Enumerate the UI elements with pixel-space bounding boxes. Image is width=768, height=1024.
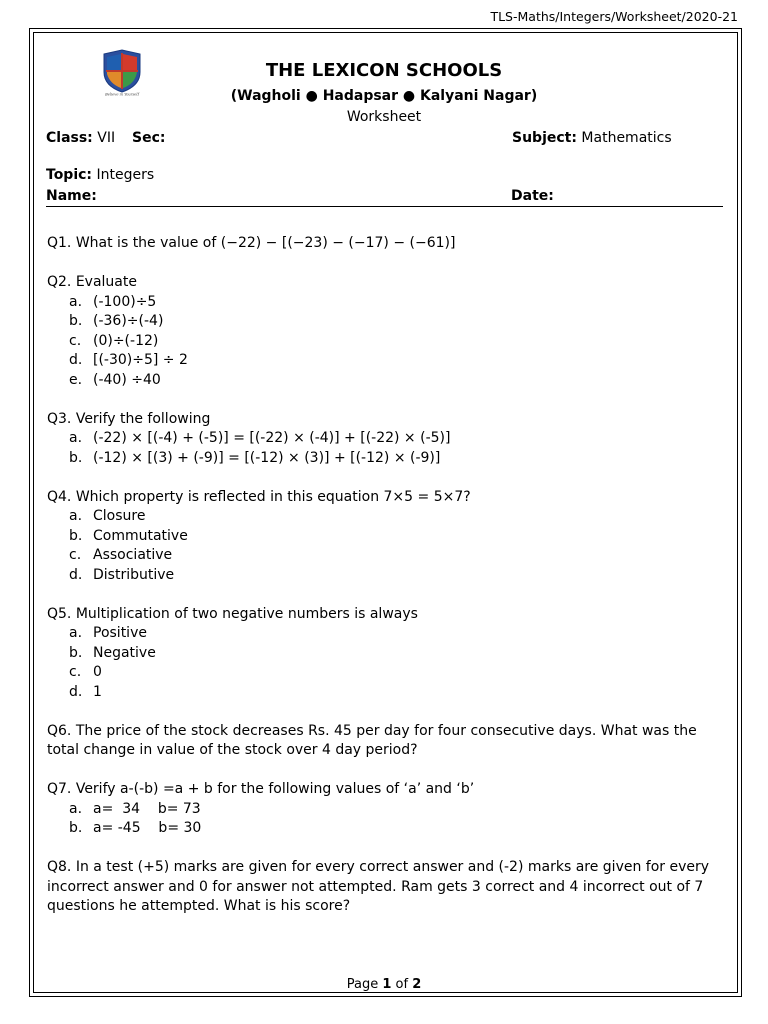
page-of: of	[391, 977, 413, 992]
logo-motto: Believe in Yourself	[105, 92, 139, 96]
subject-value: Mathematics	[581, 130, 672, 146]
option-item	[47, 819, 717, 839]
option-letter: a.	[69, 625, 83, 641]
class-value: VII	[97, 130, 116, 146]
question-5	[47, 605, 717, 703]
option-text: a= 34 b= 73	[93, 800, 201, 817]
option-text: 1	[93, 683, 102, 700]
option-list	[47, 429, 717, 468]
subject-label: Subject:	[512, 130, 577, 146]
option-list	[47, 624, 717, 702]
school-name: THE LEXICON SCHOOLS	[265, 60, 503, 81]
question-3	[47, 410, 717, 469]
option-item	[47, 644, 717, 664]
topic-label: Topic:	[46, 167, 93, 183]
page-total: 2	[412, 977, 422, 992]
date-label: Date:	[511, 188, 554, 204]
option-item	[47, 449, 717, 469]
date-field	[511, 188, 554, 204]
question-text: Q5. Multiplication of two negative numbers is always	[47, 605, 418, 622]
section-label: Sec:	[132, 130, 166, 146]
topic-field	[46, 167, 154, 183]
option-text: (-100)÷5	[93, 293, 157, 310]
question-6	[47, 722, 717, 761]
option-item	[47, 332, 717, 352]
question-list	[47, 234, 717, 936]
option-item	[47, 546, 717, 566]
option-text: Commutative	[93, 527, 188, 544]
question-1	[47, 234, 717, 254]
option-letter: b.	[69, 644, 83, 661]
name-label: Name:	[46, 188, 97, 204]
option-item	[47, 624, 717, 644]
option-list	[47, 293, 717, 391]
option-letter: b.	[69, 527, 83, 544]
option-list	[47, 800, 717, 839]
header-divider	[46, 206, 723, 207]
option-text: 0	[93, 664, 102, 680]
option-letter: a.	[69, 293, 83, 310]
option-letter: d.	[69, 683, 83, 700]
option-text: Distributive	[93, 566, 175, 583]
option-list	[47, 507, 717, 585]
option-item	[47, 351, 717, 371]
option-letter: b.	[69, 313, 83, 329]
question-2	[47, 273, 717, 390]
question-text: Q4. Which property is reflected in this equation 7×5 = 5×7?	[47, 488, 471, 505]
document-type: Worksheet	[346, 109, 422, 125]
page-prefix: Page	[346, 977, 383, 992]
option-letter: b.	[69, 449, 83, 466]
option-item	[47, 663, 717, 683]
section-field	[132, 130, 165, 146]
question-text: Q2. Evaluate	[47, 274, 137, 290]
question-7	[47, 780, 717, 839]
option-item	[47, 371, 717, 391]
subject-field	[512, 130, 672, 146]
option-text: a= -45 b= 30	[93, 820, 202, 836]
option-letter: b.	[69, 820, 83, 836]
question-text: Q6. The price of the stock decreases Rs. 45 per day for four consecutive days. What was the total change in value of the stock over 4 day period?	[47, 722, 697, 758]
option-letter: c.	[69, 664, 82, 680]
question-8	[47, 858, 717, 917]
page-footer	[0, 977, 768, 992]
question-4	[47, 488, 717, 586]
option-letter: d.	[69, 352, 83, 368]
school-branches: (Wagholi ● Hadapsar ● Kalyani Nagar)	[230, 88, 538, 104]
name-field	[46, 188, 97, 204]
document-reference: TLS-Maths/Integers/Worksheet/2020-21	[490, 9, 738, 24]
option-text: Closure	[93, 508, 146, 524]
question-text: Q3. Verify the following	[47, 410, 211, 427]
option-item	[47, 293, 717, 313]
option-text: Positive	[93, 625, 147, 641]
option-letter: c.	[69, 547, 82, 563]
option-text: (-12) × [(3) + (-9)] = [(-12) × (3)] + [(-12) × (-9)]	[93, 449, 441, 466]
option-letter: c.	[69, 332, 82, 349]
option-text: Negative	[93, 644, 156, 661]
option-item	[47, 312, 717, 332]
class-field	[46, 130, 115, 146]
option-letter: d.	[69, 566, 83, 583]
option-text: [(-30)÷5] ÷ 2	[93, 352, 188, 368]
question-text: Q1. What is the value of (−22) − [(−23) − (−17) − (−61)]	[47, 235, 456, 251]
option-text: (-36)÷(-4)	[93, 313, 164, 329]
class-label: Class:	[46, 130, 93, 146]
option-item	[47, 527, 717, 547]
option-text: (-40) ÷40	[93, 371, 161, 388]
page-current: 1	[382, 977, 392, 992]
option-letter: a.	[69, 800, 83, 817]
option-item	[47, 800, 717, 820]
option-item	[47, 507, 717, 527]
topic-value: Integers	[96, 167, 155, 183]
option-letter: e.	[69, 371, 83, 388]
option-text: (-22) × [(-4) + (-5)] = [(-22) × (-4)] + [(-22) × (-5)]	[93, 430, 451, 446]
option-text: (0)÷(-12)	[93, 332, 159, 349]
question-text: Q7. Verify a-(-b) =a + b for the following values of ‘a’ and ‘b’	[47, 781, 475, 797]
question-text: Q8. In a test (+5) marks are given for every correct answer and (-2) marks are given for every incorrect answer and 0 for answer not attempted. Ram gets 3 correct and 4 incorrect out of 7 questions he attempted. What is his score?	[47, 859, 710, 914]
option-text: Associative	[93, 547, 173, 563]
option-letter: a.	[69, 430, 83, 446]
option-item	[47, 429, 717, 449]
option-letter: a.	[69, 508, 83, 524]
option-item	[47, 683, 717, 703]
option-item	[47, 566, 717, 586]
